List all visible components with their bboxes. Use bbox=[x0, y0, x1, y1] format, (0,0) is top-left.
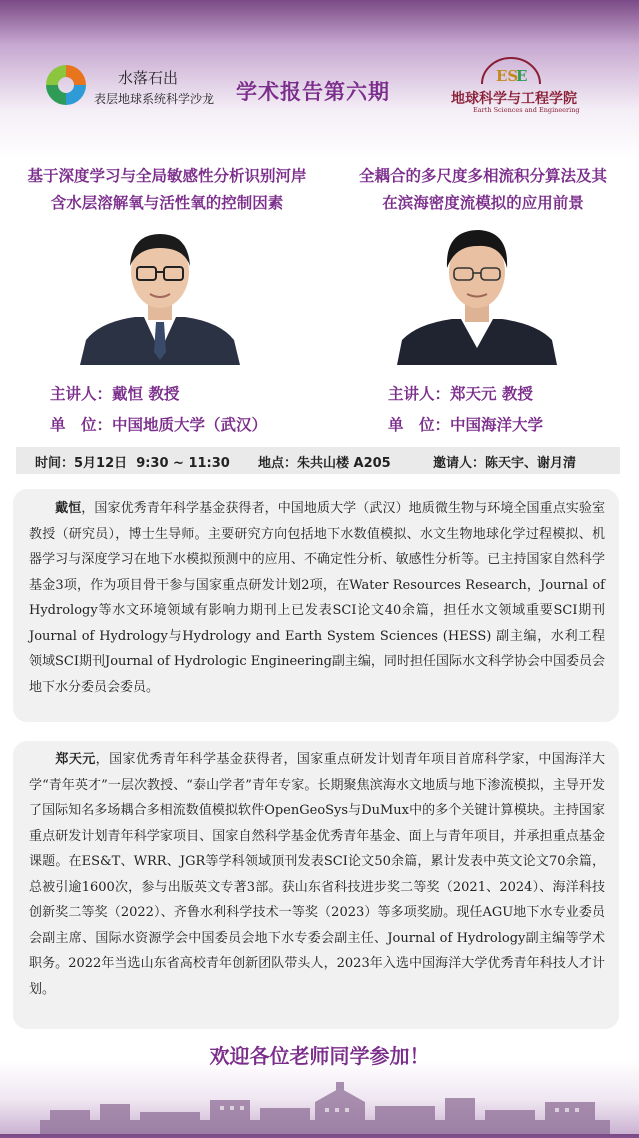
schedule-inviter: 邀请人：陈天宇、谢月清 bbox=[433, 456, 577, 471]
bio-text-dai bbox=[29, 496, 605, 700]
bio-name: 戴恒 bbox=[55, 501, 82, 516]
school-name: 地球科学与工程学院 bbox=[451, 91, 577, 107]
speaker-unit-2: 单 位：中国海洋大学 bbox=[388, 416, 544, 434]
speaker-name-1: 主讲人：戴恒 教授 bbox=[50, 385, 180, 403]
bio-body: ，国家优秀青年科学基金获得者，中国地质大学（武汉）地质微生物与环境全国重点实验室教授（研究员），博士生导师。主要研究方向包括地下水数值模拟、水文生物地球化学过程模拟、机器学习与深度学习在地下水模拟预测中的应用、不确定性分析、敏感性分析等。已主持国家自然科学基金3项，作为项目骨干参与国家重点研发计划2项，在Water Resources Research，Journal of Hydrology等水文环境领域有影响力期刊上已发表SCI论文40余篇，担任水文领域重要SCI期刊Journal of Hydrology与Hydrology and Earth System Sciences (HESS) 副主编，水利工程领域SCI期刊Journal of Hydrologic Engineering副主编，同时担任国际水文科学协会中国委员会地下水分委员会委员。 bbox=[29, 501, 605, 695]
salon-subtitle: 表层地球系统科学沙龙 bbox=[94, 92, 215, 106]
school-logo bbox=[476, 54, 546, 88]
report-title: 学术报告第六期 bbox=[236, 80, 390, 104]
salon-logo bbox=[44, 63, 88, 107]
talk-title-line: 含水层溶解氧与活性氧的控制因素 bbox=[50, 194, 284, 212]
speaker-photo-zheng bbox=[397, 222, 557, 365]
svg-text:E: E bbox=[516, 67, 528, 85]
bio-body: ，国家优秀青年科学基金获得者，国家重点研发计划青年项目首席科学家，中国海洋大学“青年英才”一层次教授、“泰山学者”青年专家。长期聚焦滨海水文地质与地下渗流模拟，主导开发了国际知名多场耦合多相流数值模拟软件OpenGeoSys与DuMux中的多个关键计算模块。主持国家重点研发计划青年科学家项目、国家自然科学基金优秀青年基金、面上与青年项目，并承担重点基金课题。在ES&T、WRR、JGR等学科领域顶刊发表SCI论文50余篇，累计发表中英文论文70余篇，总被引逾1600次，参与出版英文专著3部。获山东省科技进步奖二等奖（2021、2024）、海洋科技创新奖二等奖（2022）、齐鲁水利科学技术一等奖（2023）等多项奖励。现任AGU地下水专业委员会副主席、国际水资源学会中国委员会地下水专委会副主任、Journal of Hydrology副主编等学术职务。2022年当选山东省高校青年创新团队带头人，2023年入选中国海洋大学优秀青年科技人才计划。 bbox=[29, 752, 605, 997]
salon-name: 水落石出 bbox=[118, 69, 179, 87]
speaker-unit-1: 单 位：中国地质大学（武汉） bbox=[50, 416, 268, 434]
campus-skyline-image bbox=[40, 1080, 610, 1134]
welcome-message: 欢迎各位老师同学参加！ bbox=[209, 1044, 430, 1068]
talk-title-line: 全耦合的多尺度多相流积分算法及其 bbox=[358, 167, 607, 185]
bio-text-zheng bbox=[29, 747, 605, 1002]
schedule-time: 时间：5月12日 9:30 ~ 11:30 bbox=[35, 456, 230, 471]
talk-title-line: 在滨海密度流模拟的应用前景 bbox=[382, 194, 584, 212]
school-english-name: Earth Sciences and Engineering bbox=[473, 106, 580, 114]
schedule-place: 地点：朱共山楼 A205 bbox=[258, 456, 391, 471]
svg-text:ES: ES bbox=[496, 67, 519, 85]
talk-title-2 bbox=[330, 163, 636, 217]
talk-title-line: 基于深度学习与全局敏感性分析识别河岸 bbox=[27, 167, 307, 185]
bio-name: 郑天元 bbox=[55, 752, 96, 767]
speaker-photo-dai bbox=[80, 222, 240, 365]
talk-title-1 bbox=[8, 163, 326, 217]
speaker-name-2: 主讲人：郑天元 教授 bbox=[388, 385, 533, 403]
